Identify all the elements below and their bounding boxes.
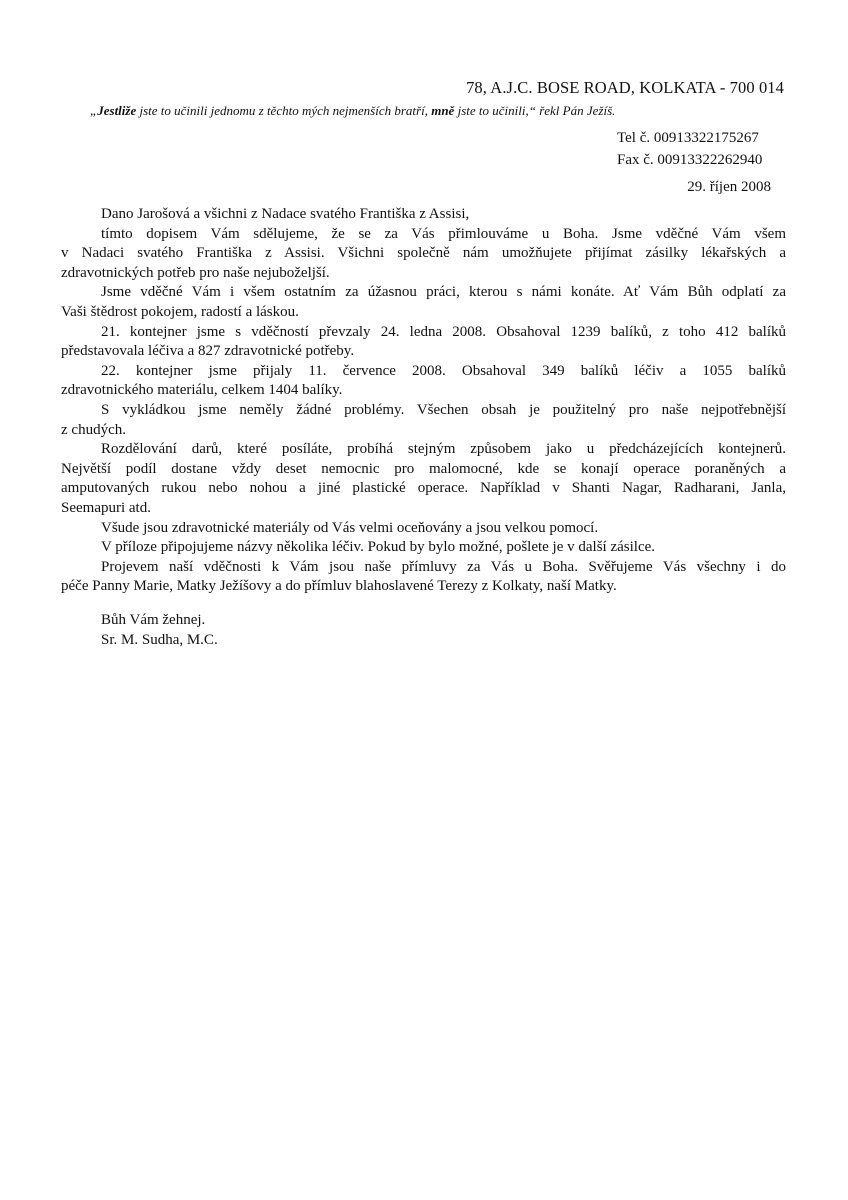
letter-date: 29. říjen 2008 [687,179,771,195]
body-line: Projevem naší vděčnosti k Vám jsou naše přímluvy za Vás u Boha. Svěřujeme Vás všechny i do [101,558,786,575]
body-line: tímto dopisem Vám sdělujeme, že se za Vás přimlouváme u Boha. Jsme vděčné Vám všem [101,225,786,242]
body-line: Jsme vděčné Vám i všem ostatním za úžasnou práci, kterou s námi konáte. Ať Vám Bůh odplatí za [101,284,786,301]
body-line: Největší podíl dostane vždy deset nemocnic pro malomocné, kde se konají operace poraněných a [61,460,786,477]
quote-middle: jste to učinili jednomu z těchto mých nejmenších bratří, [136,103,432,118]
fax-number: Fax č. 00913322262940 [617,152,763,168]
body-line: péče Panny Marie, Matky Ježíšovy a do přímluv blahoslavené Terezy z Kolkaty, naší Matky. [61,578,617,595]
sender-address: 78, A.J.C. BOSE ROAD, KOLKATA - 700 014 [466,78,784,97]
body-line: amputovaných rukou nebo nohou a jiné plastické operace. Například v Shanti Nagar, Radharani, Janla, [61,480,786,497]
quote-bold-word-1: Jestliže [97,103,137,118]
body-line: z chudých. [61,421,126,438]
blessing: Bůh Vám žehnej. [101,612,206,628]
body-line: představovala léčiva a 827 zdravotnické potřeby. [61,343,355,360]
body-line: 21. kontejner jsme s vděčností převzaly 24. ledna 2008. Obsahoval 1239 balíků, z toho 412 balíků [101,323,786,340]
body-line: S vykládkou jsme neměly žádné problémy. Všechen obsah je použitelný pro naše nejpotřebnější [101,401,786,418]
body-line: zdravotnických potřeb pro naše nejuboželjší. [61,264,330,281]
body-line: Seemapuri atd. [61,499,151,516]
telephone-number: Tel č. 00913322175267 [617,130,759,146]
quote-bold-word-2: mně [431,103,455,118]
body-line: Všude jsou zdravotnické materiály od Vás velmi oceňovány a jsou velkou pomocí. [101,519,599,536]
letter-body [61,205,786,597]
body-line: 22. kontejner jsme přijaly 11. července 2008. Obsahoval 349 balíků léčiv a 1055 balíků [101,362,786,379]
quote-open-mark: „ [90,103,98,118]
body-line: Vaši štědrost pokojem, radostí a láskou. [61,303,299,320]
body-line: Dano Jarošová a všichni z Nadace svatého Františka z Assisi, [101,206,470,222]
body-line: V příloze připojujeme názvy několika léčiv. Pokud by bylo možné, pošlete je v další zásilce. [101,539,656,556]
body-line: Rozdělování darů, které posíláte, probíhá stejným způsobem jako u předcházejících kontejnerů. [101,441,786,458]
body-line: zdravotnického materiálu, celkem 1404 balíky. [61,382,343,399]
quote-end: jste to učinili,“ řekl Pán Ježíš. [454,103,616,118]
signature: Sr. M. Sudha, M.C. [101,631,218,648]
letter-closing [101,611,218,650]
body-line: v Nadaci svatého Františka z Assisi. Všichni společně nám umožňujete přijímat zásilky lékařských a [61,245,786,262]
letterhead-quote [90,103,615,119]
